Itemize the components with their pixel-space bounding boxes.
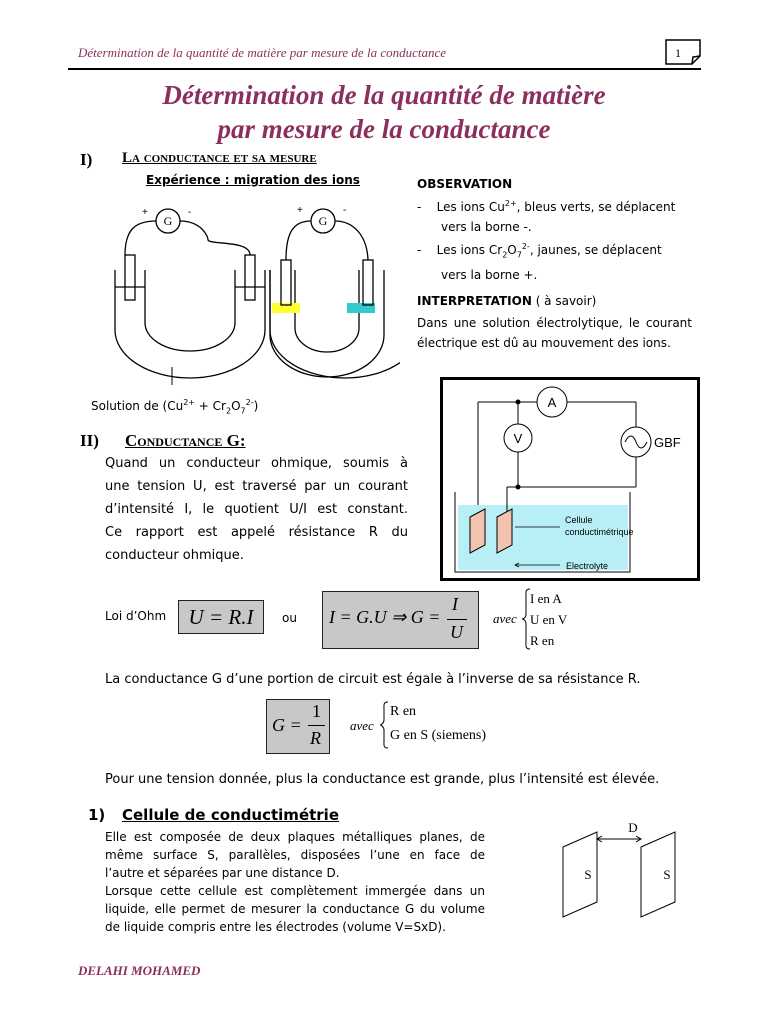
electrode-left [470, 509, 485, 553]
interpretation-title: INTERPRETATION ( à savoir) [417, 294, 597, 308]
g-fraction-bar [308, 725, 325, 726]
observation-item-1: - Les ions $Cu^{2+}$, bleus verts, se déplacent [417, 199, 676, 214]
conductance-formula-left: I = G.U ⇒ G = [329, 607, 441, 627]
page-title-line2: par mesure de la conductance [217, 114, 551, 144]
header-rule [68, 68, 701, 70]
tension-statement: Pour une tension donnée, plus la conductance est grande, plus l’intensité est élevée. [105, 772, 660, 787]
conductance-formula-den: U [450, 622, 463, 642]
units-list-2: R en G en S (siemens) [390, 704, 487, 743]
experiment-label: Expérience : migration des ions [146, 173, 360, 187]
units-list-1: I en A U en V R en [530, 591, 568, 648]
observation-list [417, 194, 692, 285]
g-formula-left: G = [272, 715, 302, 735]
cell-label-2: conductimétrique [565, 527, 634, 537]
g-formula-num: 1 [312, 701, 321, 721]
observation-item-2: - Les ions $Cr_2O_7^{2-}$, jaunes, se déplacent [417, 242, 662, 260]
brace-icon-2 [379, 701, 389, 749]
observation-item-1-cont: vers la borne -. [441, 220, 532, 234]
generator-label: GBF [654, 435, 681, 450]
page-title-line1: Détermination de la quantité de matière [162, 80, 606, 110]
g-formula-den: R [310, 728, 321, 748]
footer-author: DELAHI MOHAMED [78, 963, 201, 978]
section2-paragraph: Quand un conducteur ohmique, soumis à une tension U, est traversé par un courant d’intensité I, le quotient U/I est constant. Ce rapport est appelé résistance R du conducteur ohmique. [105, 456, 408, 563]
conductance-formula-num: I [452, 594, 458, 614]
svg-text:-: - [343, 205, 347, 216]
subsection1-heading: Cellule de conductimétrie [122, 806, 339, 824]
section2-number: II) [80, 431, 99, 450]
svg-text:-: - [188, 207, 192, 218]
galvanometer-left-label [142, 207, 191, 228]
svg-text:+: + [142, 207, 148, 218]
svg-text:+: + [297, 205, 303, 216]
svg-text:G: G [163, 214, 173, 228]
section2-heading: Conductance G: [125, 431, 246, 450]
interpretation-text: Dans une solution électrolytique, le courant électrique est dû au mouvement des ions. [417, 316, 692, 350]
conductance-definition: La conductance G d’une portion de circuit est égale à l’inverse de sa résistance R. [105, 672, 641, 687]
page-number-icon [665, 39, 701, 65]
observation-item-2-cont: vers la borne +. [441, 268, 538, 283]
avec-label-2: avec [350, 718, 374, 733]
g-formula-box [266, 699, 330, 754]
running-header: Détermination de la quantité de matière par mesure de la conductance [78, 45, 447, 60]
surface-label-right: S [663, 867, 671, 882]
u-tube-colored-diagram [263, 195, 393, 395]
ohm-law-label: Loi d’Ohm [105, 609, 167, 623]
surface-label-left: S [584, 867, 592, 882]
distance-label: D [628, 820, 638, 835]
subsection1-paragraph: Elle est composée de deux plaques métalliques planes, de même surface S, parallèles, disposées l’une en face de l’autre et séparées par une distance D. Lorsque cette cellule est complètement immergée dans un liquide, elle permet de mesurer la conductance G du volume de liquide compris entre les électrodes (volume V=SxD). [105, 830, 485, 934]
section1-heading: La conductance et sa mesure [122, 150, 317, 166]
observation-title: OBSERVATION [417, 177, 513, 191]
voltmeter-label: V [513, 431, 523, 446]
cell-plates-diagram [555, 815, 715, 925]
section1-number: I) [80, 150, 93, 169]
subsection1-number: 1) [88, 806, 106, 824]
ammeter-label: A [547, 395, 557, 410]
ohm-formula: U = R.I [178, 600, 264, 634]
plate-left [563, 832, 597, 917]
page-number: 1 [675, 46, 681, 60]
conductimetry-circuit-diagram [440, 377, 700, 581]
fraction-bar [447, 619, 467, 620]
ou-label: ou [282, 611, 297, 625]
cell-label-1: Cellule [565, 515, 593, 525]
conductance-formula-box [322, 591, 479, 649]
electrolyte-label: Electrolyte [566, 561, 609, 571]
avec-label-1: avec [493, 611, 517, 626]
svg-text:G: G [318, 214, 328, 228]
electrode-right [497, 509, 512, 553]
solution-label: Solution de $(Cu^{2+} + Cr_2O_7^{2-})$ [91, 398, 259, 416]
